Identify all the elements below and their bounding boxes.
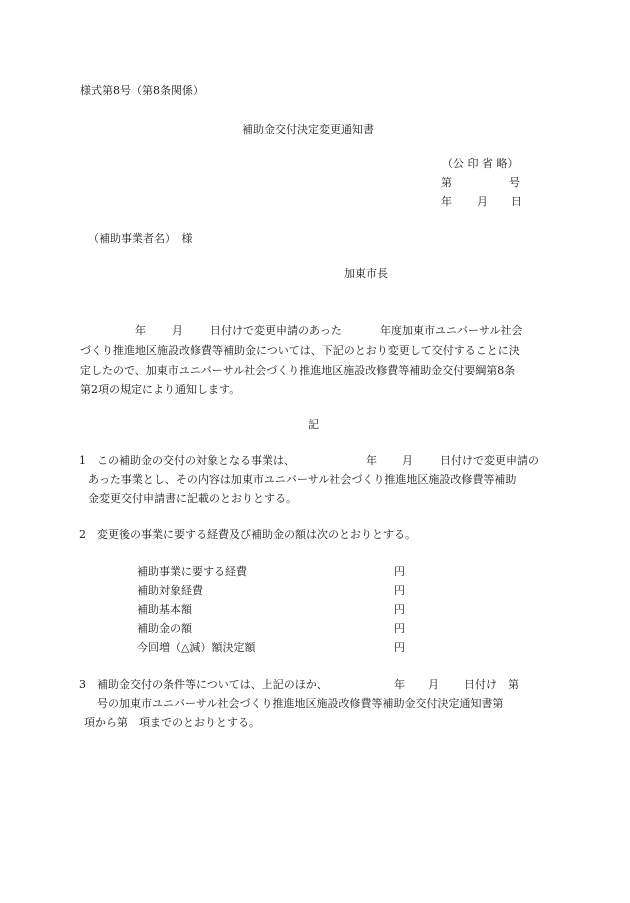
item3-line2: 号の加東市ユニバーサル社会づくり推進地区施設改修費等補助金交付決定通知書第: [97, 697, 504, 710]
item2-number: 2: [79, 528, 86, 541]
form-number: 様式第8号（第8条関係）: [80, 84, 204, 97]
body-line1-rest: 日付けで変更申請のあった: [210, 324, 342, 337]
subsidy-amount-label: 補助金の額: [137, 622, 192, 635]
item1-line1b: 日付けで変更申請の: [440, 454, 539, 467]
seal-omitted: （公 印 省 略）: [442, 157, 519, 170]
item3-month: 月: [428, 678, 439, 691]
number-dai: 第: [441, 176, 452, 189]
item1-month: 月: [402, 454, 413, 467]
date-year: 年: [441, 195, 452, 208]
item3-number: 3: [79, 678, 86, 691]
item1-line2: あった事業とし、その内容は加東市ユニバーサル社会づくり推進地区施設改修費等補助: [88, 473, 517, 486]
issuer: 加東市長: [344, 267, 388, 280]
item1-number: 1: [79, 454, 86, 467]
body-line4: 第2項の規定により通知します。: [80, 383, 241, 396]
ki-heading: 記: [308, 418, 319, 431]
item1-line3: 金変更交付申請書に記載のとおりとする。: [88, 492, 297, 505]
body-line2: づくり推進地区施設改修費等補助金については、下記のとおり変更して交付することに決: [80, 344, 520, 357]
body-line1-rest2: 年度加東市ユニバーサル社会: [380, 324, 523, 337]
change-amount-label: 今回増（△減）額決定額: [137, 641, 256, 654]
expense-label: 補助事業に要する経費: [137, 565, 247, 578]
subsidy-amount-unit: 円: [394, 622, 405, 635]
body-year: 年: [135, 324, 146, 337]
eligible-expense-unit: 円: [394, 584, 405, 597]
item3-line1b: 日付け 第: [464, 678, 519, 691]
date-day: 日: [511, 195, 522, 208]
base-amount-label: 補助基本額: [137, 603, 192, 616]
item3-year: 年: [394, 678, 405, 691]
document-title: 補助金交付決定変更通知書: [242, 123, 374, 136]
item1-line1a: この補助金の交付の対象となる事業は、: [97, 454, 295, 467]
item3-line3: 項から第 項までのとおりとする。: [84, 716, 260, 729]
item1-year: 年: [366, 454, 377, 467]
base-amount-unit: 円: [394, 603, 405, 616]
item3-line1a: 補助金交付の条件等については、上記のほか、: [97, 678, 328, 691]
addressee: （補助事業者名） 様: [88, 232, 193, 245]
item2-text: 変更後の事業に要する経費及び補助金の額は次のとおりとする。: [97, 528, 416, 541]
expense-unit: 円: [394, 565, 405, 578]
number-go: 号: [509, 176, 520, 189]
body-line3: 定したので、加東市ユニバーサル社会づくり推進地区施設改修費等補助金交付要綱第8条: [80, 364, 516, 377]
body-month: 月: [172, 324, 183, 337]
date-month: 月: [477, 195, 488, 208]
eligible-expense-label: 補助対象経費: [137, 584, 203, 597]
change-amount-unit: 円: [394, 641, 405, 654]
